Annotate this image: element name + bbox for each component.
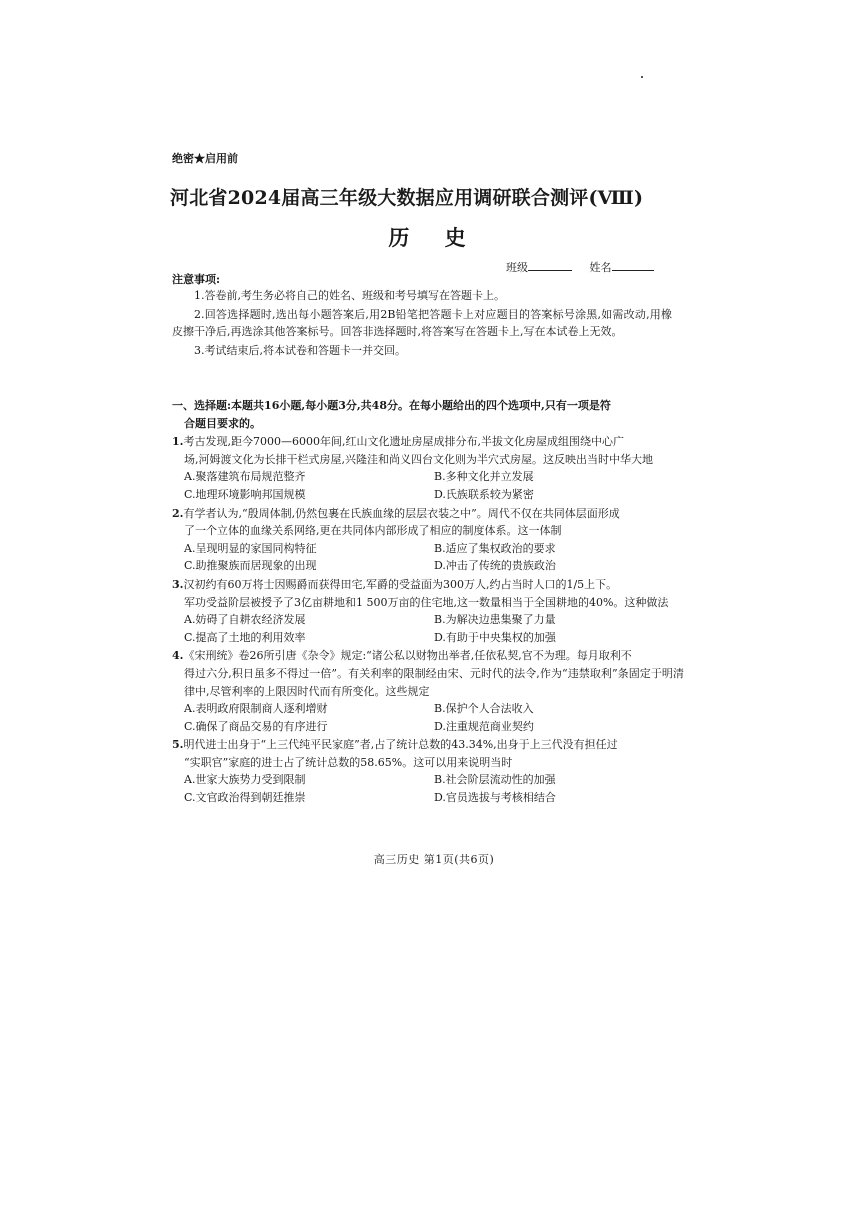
option-b: B.为解决边患集聚了力量 (434, 613, 556, 627)
exam-title: 河北省2024届高三年级大数据应用调研联合测评(Ⅷ) (170, 187, 644, 209)
option-b: B.多种文化并立发展 (434, 470, 534, 484)
option-d: D.注重规范商业契约 (434, 719, 534, 733)
stem-line-first: 《宋刑统》卷26所引唐《杂令》规定:“诸公私以财物出举者,任依私契,官不为理。每月取利不 (183, 649, 632, 663)
option-c: C.提高了土地的利用效率 (184, 630, 306, 644)
option-row (172, 771, 684, 789)
class-blank (528, 260, 572, 271)
student-fields (506, 259, 654, 275)
option-a: A.表明政府限制商人逐利增财 (184, 702, 328, 716)
stem-line-first: 有学者认为,“殷周体制,仍然包裹在氏族血缘的层层衣装之中”。周代不仅在共同体层面形成 (183, 506, 620, 520)
option-row (172, 629, 684, 647)
option-c: C.助推聚族而居现象的出现 (184, 559, 317, 573)
stem-continued: 军功受益阶层被授予了3亿亩耕地和1 500万亩的住宅地,这一数量相当于全国耕地的40%。这种做法 (184, 595, 669, 609)
option-c: C.确保了商品交易的有序进行 (184, 719, 328, 733)
option-b: B.适应了集权政治的要求 (434, 541, 556, 555)
option-row (172, 789, 684, 807)
option-d: D.氏族联系较为紧密 (434, 487, 534, 501)
name-blank (612, 260, 654, 271)
question-stem (172, 647, 684, 700)
secret-mark: 绝密★启用前 (172, 152, 238, 165)
question-stem (172, 433, 684, 468)
option-a: A.世家大族势力受到限制 (184, 773, 306, 787)
option-a: A.妨碍了自耕农经济发展 (184, 613, 306, 627)
question-section (172, 397, 684, 807)
notice-item: 2.回答选择题时,选出每小题答案后,用2B铅笔把答题卡上对应题目的答案标号涂黑,如需改动,用橡皮擦干净后,再选涂其他答案标号。回答非选择题时,将答案写在答题卡上,写在本试卷上无效。 (172, 308, 672, 338)
scan-speck (641, 76, 643, 78)
stem-continued: “实职官”家庭的进士占了统计总数的58.65%。这可以用来说明当时 (184, 755, 513, 769)
question-number: 3. (172, 577, 184, 591)
option-row (172, 468, 684, 486)
stem-line-first: 明代进士出身于“上三代纯平民家庭”者,占了统计总数的43.34%,出身于上三代没有担任过 (183, 738, 618, 752)
option-row (172, 718, 684, 736)
notice-heading: 注意事项: (172, 273, 221, 286)
question-number: 5. (172, 738, 184, 752)
section-line-1: 一、选择题:本题共16小题,每小题3分,共48分。在每小题给出的四个选项中,只有一项是符 (172, 399, 611, 412)
question-number: 4. (172, 649, 184, 663)
name-label: 姓名 (589, 261, 612, 274)
option-b: B.社会阶层流动性的加强 (434, 773, 556, 787)
option-row (172, 486, 684, 504)
section-line-2: 合题目要求的。 (184, 416, 261, 430)
stem-continued: 了一个立体的血缘关系网络,更在共同体内部形成了相应的制度体系。这一体制 (184, 524, 562, 538)
stem-continued: 场,河姆渡文化为长排干栏式房屋,兴隆洼和尚义四台文化则为半穴式房屋。这反映出当时中华大地 (184, 452, 653, 466)
stem-line-first: 汉初约有60万将士因赐爵而获得田宅,军爵的受益面为300万人,约占当时人口的1/5上下。 (183, 577, 618, 591)
page-footer: 高三历史 第1页(共6页) (373, 853, 495, 866)
notice-list (172, 287, 672, 361)
notice-item: 3.考试结束后,将本试卷和答题卡一并交回。 (194, 344, 406, 357)
question-stem (172, 736, 684, 771)
question-stem (172, 505, 684, 540)
option-row (172, 700, 684, 718)
subject-title: 历 史 (388, 225, 480, 250)
question-number: 2. (172, 506, 184, 520)
option-a: A.聚落建筑布局规范整齐 (184, 470, 306, 484)
option-row (172, 540, 684, 558)
option-c: C.文官政治得到朝廷推崇 (184, 791, 306, 805)
question-stem (172, 576, 684, 611)
option-row (172, 611, 684, 629)
option-d: D.有助于中央集权的加强 (434, 630, 556, 644)
stem-continued: 得过六分,积日虽多不得过一倍”。有关利率的限制经由宋、元时代的法令,作为“违禁取利”条固定于明清律中,尽管利率的上限因时代而有所变化。这些规定 (184, 666, 684, 698)
option-d: D.官员选拔与考核相结合 (434, 791, 556, 805)
section-heading (172, 397, 684, 432)
stem-line-first: 考古发现,距今7000—6000年间,红山文化遗址房屋成排分布,半拔文化房屋成组围绕中心广 (183, 435, 624, 449)
notice-item: 1.答卷前,考生务必将自己的姓名、班级和考号填写在答题卡上。 (194, 289, 505, 302)
option-d: D.冲击了传统的贵族政治 (434, 559, 556, 573)
option-c: C.地理环境影响邦国规模 (184, 487, 306, 501)
option-row (172, 557, 684, 575)
option-a: A.呈现明显的家国同构特征 (184, 541, 317, 555)
option-b: B.保护个人合法收入 (434, 702, 534, 716)
question-number: 1. (172, 435, 184, 449)
class-label: 班级 (506, 261, 528, 274)
